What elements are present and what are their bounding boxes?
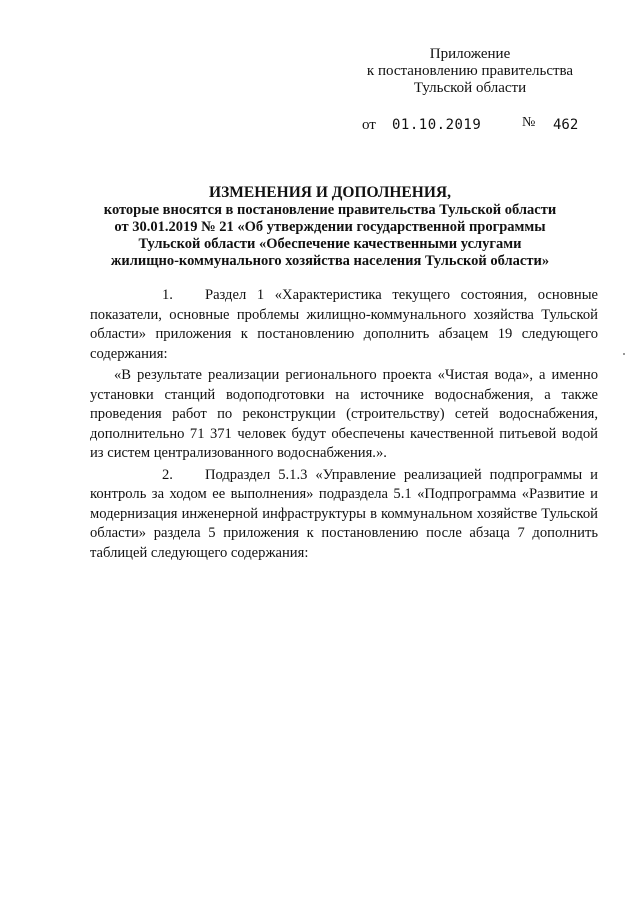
title-line: которые вносятся в постановление правительства Тульской области (103, 202, 557, 218)
from-label: от (362, 117, 376, 133)
decree-date: 01.10.2019 (392, 117, 482, 133)
paragraph-item-2 (90, 466, 598, 564)
item-text: Раздел 1 «Характеристика текущего состояния, основные показатели, основные проблемы жилищно-коммунального хозяйства Тульской области» приложения к постановлению дополнить абзацем 19 следующего содержания: (90, 287, 598, 362)
appendix-line: к постановлению правительства (366, 63, 574, 79)
title-line: от 30.01.2019 № 21 «Об утверждении государственной программы (114, 219, 546, 235)
quoted-paragraph: «В результате реализации регионального проекта «Чистая вода», а именно установки станций водоподготовки на источнике водоснабжения, а также проведения работ по реконструкции (строительству) сетей водоснабжения, дополнительно 71 371 человек будут обеспечены качественной питьевой водой из систем централизованного водоснабжения.». (90, 367, 598, 461)
title-line: жилищно-коммунального хозяйства населения Тульской области» (110, 253, 550, 269)
item-number: 1. (162, 287, 173, 303)
appendix-line: Приложение (429, 46, 511, 62)
title-line: Тульской области «Обеспечение качественными услугами (138, 236, 522, 252)
number-label: № (522, 115, 536, 130)
appendix-line: Тульской области (413, 80, 527, 96)
decree-number: 462 (553, 117, 579, 133)
appendix-heading (355, 46, 585, 97)
paragraph-item-1 (90, 286, 598, 364)
document-title (60, 183, 600, 270)
document-body (90, 286, 598, 565)
item-text: Подраздел 5.1.3 «Управление реализацией подпрограммы и контроль за ходом ее выполнения» подраздела 5.1 «Подпрограмма «Развитие и модернизация инженерной инфраструктуры в коммунальном хозяйстве Тульской области» раздела 5 приложения к постановлению после абзаца 7 дополнить таблицей следующего содержания: (90, 466, 598, 561)
decree-reference (0, 117, 640, 137)
title-heading: ИЗМЕНЕНИЯ И ДОПОЛНЕНИЯ, (209, 184, 451, 201)
scan-speck (623, 353, 625, 355)
item-number: 2. (162, 466, 173, 483)
